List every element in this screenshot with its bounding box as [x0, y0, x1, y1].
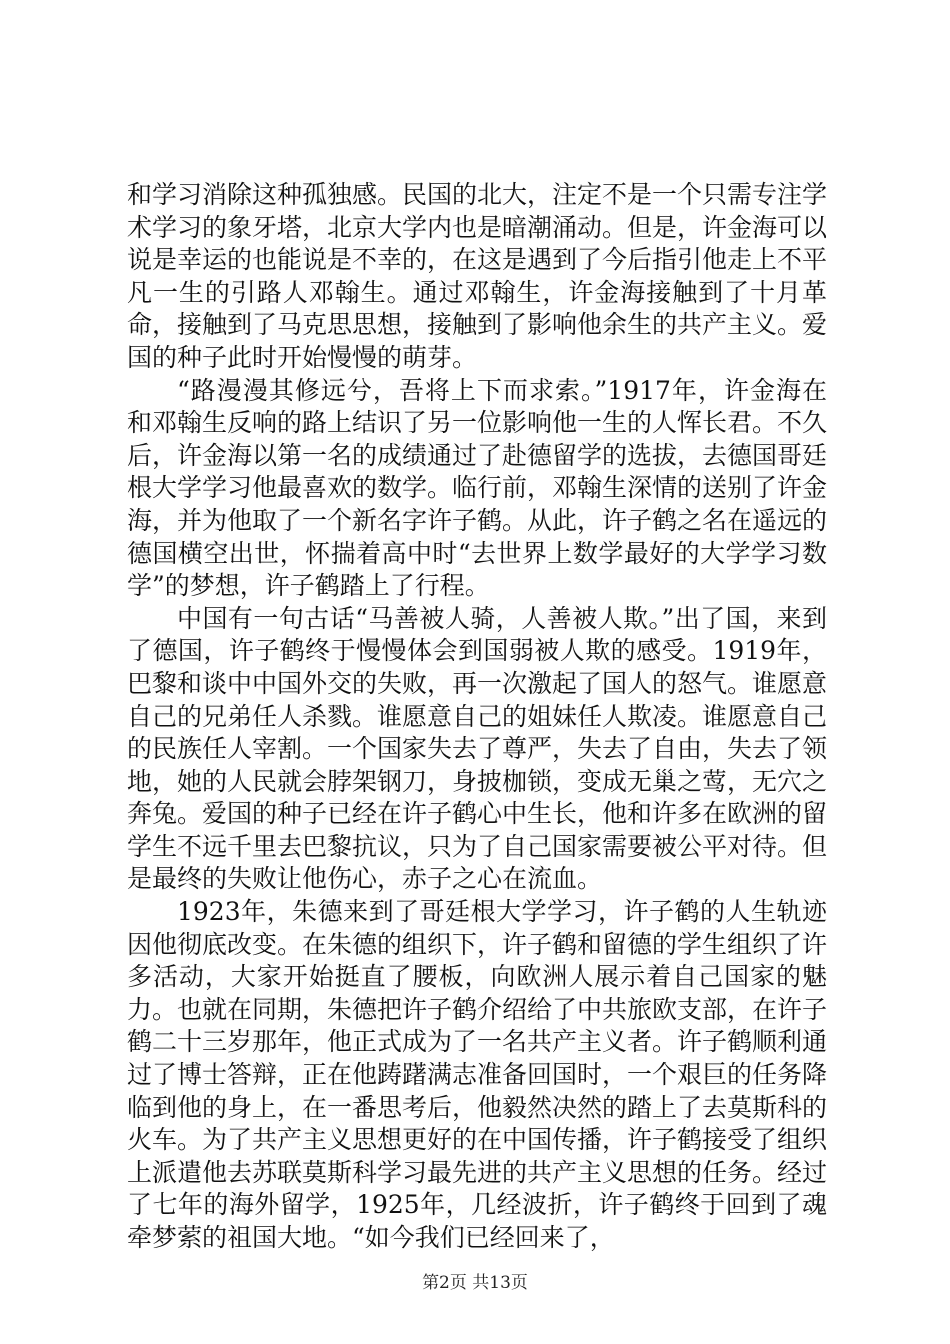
page-footer: 第2页 共13页 — [422, 1273, 528, 1293]
paragraph-4: 1923年，朱德来到了哥廷根大学学习，许子鹤的人生轨迹因他彻底改变。在朱德的组织下，许子鹤和留德的学生组织了许多活动，大家开始挺直了腰板，向欧洲人展示着自己国家的魅力。也就在同期，朱德把许子鹤介绍给了中共旅欧支部，在许子鹤二十三岁那年，他正式成为了一名共产主义者。许子鹤顺利通过了博士答辩，正在他踌躇满志准备回国时，一个艰巨的任务降临到他的身上，在一番思考后，他毅然决然的踏上了去莫斯科的火车。为了共产主义思想更好的在中国传播，许子鹤接受了组织上派遣他去苏联莫斯科学习最先进的共产主义思想的任务。经过了七年的海外留学，1925年，几经波折，许子鹤终于回到了魂牵梦萦的祖国大地。“如今我们已经回来了， — [127, 897, 828, 1252]
paragraph-2: “路漫漫其修远兮，吾将上下而求索。”1917年，许金海在和邓翰生反响的路上结识了另一位影响他一生的人恽长君。不久后，许金海以第一名的成绩通过了赴德留学的选拔，去德国哥廷根大学学习他最喜欢的数学。临行前，邓翰生深情的送别了许金海，并为他取了一个新名字许子鹤。从此，许子鹤之名在遥远的德国横空出世，怀揣着高中时“去世界上数学最好的大学学习数学”的梦想，许子鹤踏上了行程。 — [127, 375, 828, 601]
paragraph-3: 中国有一句古话“马善被人骑，人善被人欺。”出了国，来到了德国，许子鹤终于慢慢体会到国弱被人欺的感受。1919年，巴黎和谈中中国外交的失败，再一次激起了国人的怒气。谁愿意自己的兄弟任人杀戮。谁愿意自己的姐妹任人欺凌。谁愿意自己的民族任人宰割。一个国家失去了尊严，失去了自由，失去了领地，她的人民就会脖架钢刀，身披枷锁，变成无巢之莺，无穴之奔兔。爱国的种子已经在许子鹤心中生长，他和许多在欧洲的留学生不远千里去巴黎抗议，只为了自己国家需要被公平对待。但是最终的失败让他伤心，赤子之心在流血。 — [127, 603, 828, 894]
paragraph-1: 和学习消除这种孤独感。民国的北大，注定不是一个只需专注学术学习的象牙塔，北京大学内也是暗潮涌动。但是，许金海可以说是幸运的也能说是不幸的，在这是遇到了今后指引他走上不平凡一生的引路人邓翰生。通过邓翰生，许金海接触到了十月革命，接触到了马克思思想，接触到了影响他余生的共产主义。爱国的种子此时开始慢慢的萌芽。 — [127, 180, 828, 372]
body-text — [127, 179, 827, 1255]
